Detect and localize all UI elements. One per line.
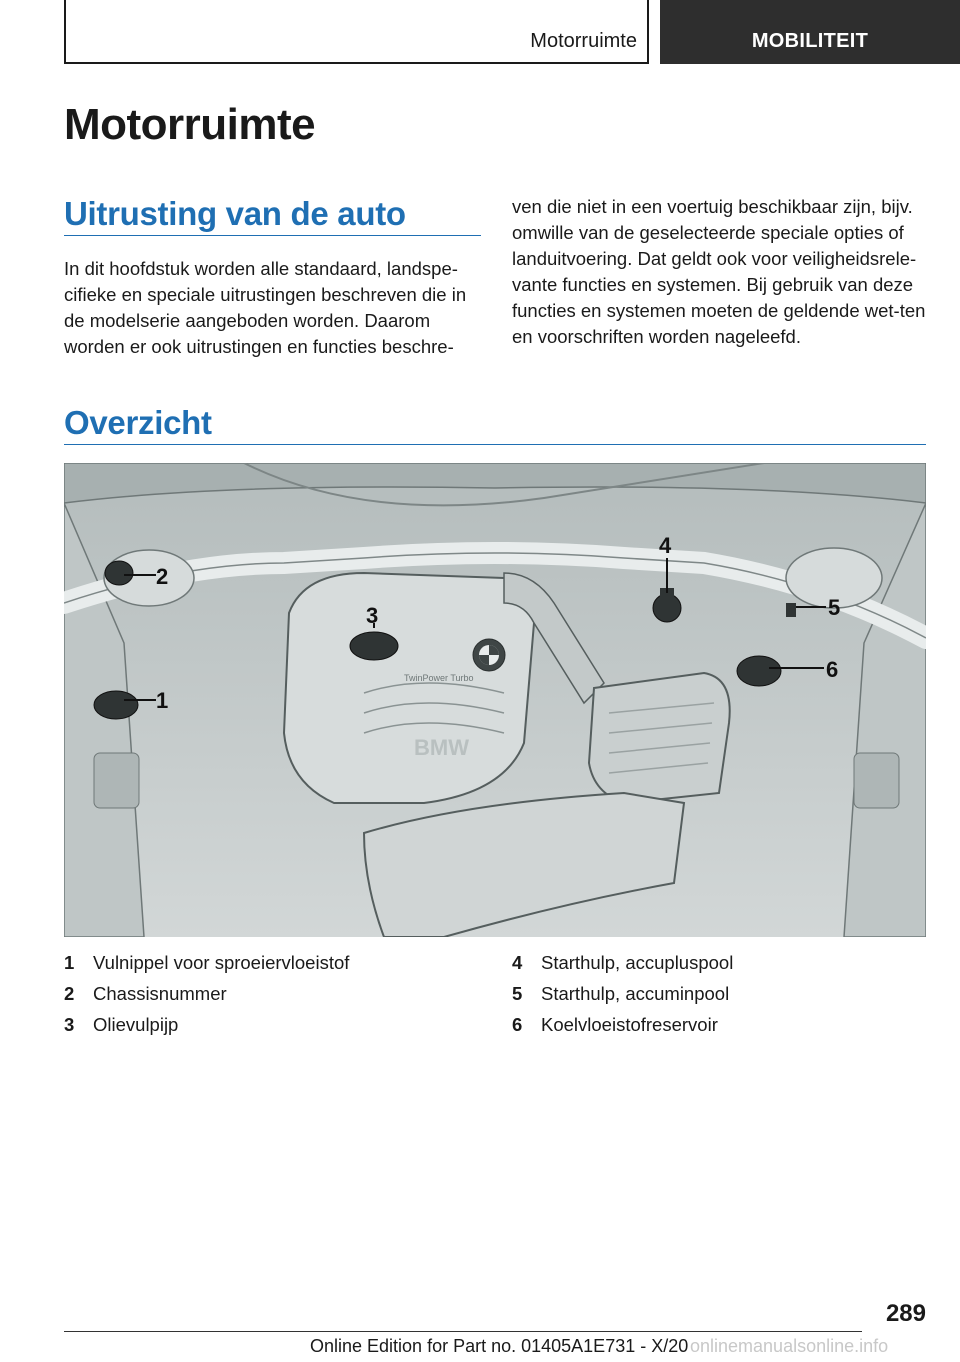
callout-4: 4 — [659, 533, 672, 558]
callout-3: 3 — [366, 603, 379, 628]
callout-5: 5 — [828, 595, 841, 620]
legend-item — [64, 1012, 464, 1043]
legend-item-label: Starthulp, accuminpool — [541, 983, 730, 1004]
header-chapter-title: MOBILITEIT — [751, 30, 869, 52]
legend-item-number: 1 — [64, 952, 75, 973]
legend-item — [64, 981, 464, 1012]
legend-right — [512, 950, 912, 1043]
equipment-heading: Uitrusting van de auto — [64, 195, 406, 232]
legend-item-label: Olievulpijp — [93, 1014, 179, 1035]
legend-item-label: Vulnippel voor sproeiervloeistof — [93, 952, 350, 973]
equipment-text-col2: ven die niet in een voertuig beschikbaar zijn, bijv. omwille van de geselecteerde speciale opties of landuitvoering. Dat geldt ook voor veiligheidsrele-vante functies en systemen. Bij gebruik van deze functies en systemen moeten de geldende wet-ten en voorschriften worden nageleefd. — [512, 196, 926, 347]
legend-item — [512, 1012, 912, 1043]
header-section-title: Motorruimte — [530, 30, 637, 52]
legend-item-number: 6 — [512, 1014, 523, 1035]
header-section-tab — [64, 0, 649, 64]
engine-cover-logo-text: BMW — [414, 735, 469, 760]
equipment-text-col1: In dit hoofdstuk worden alle standaard, landspe-cifieke en speciale uitrustingen beschreven die in de modelserie aangeboden worden. Daarom worden er ook uitrustingen en functies beschre- — [64, 258, 467, 357]
legend-item-number: 2 — [64, 983, 75, 1004]
legend-item — [64, 950, 464, 981]
legend-item-number: 3 — [64, 1014, 75, 1035]
legend-item-label: Starthulp, accupluspool — [541, 952, 734, 973]
callout-1: 1 — [156, 688, 169, 713]
legend-left — [64, 950, 464, 1043]
callout-2: 2 — [156, 564, 169, 589]
footer-edition-text: Online Edition for Part no. 01405A1E731 - X/20 — [310, 1336, 689, 1356]
equipment-heading-rule — [64, 235, 481, 236]
legend-item-number: 5 — [512, 983, 523, 1004]
header-chapter-tab — [660, 0, 960, 64]
overview-heading-rule — [64, 444, 926, 445]
page-title: Motorruimte — [64, 100, 316, 149]
legend-item-label: Chassisnummer — [93, 983, 227, 1004]
legend-item-label: Koelvloeistofreservoir — [541, 1014, 718, 1035]
watermark: onlinemanualsonline.info — [690, 1336, 889, 1356]
page-number: 289 — [885, 1300, 926, 1327]
footer-rule — [64, 1331, 862, 1332]
legend-item — [512, 981, 912, 1012]
callout-6: 6 — [826, 657, 839, 682]
engine-bay-figure — [64, 463, 926, 937]
legend-item — [512, 950, 912, 981]
overview-heading: Overzicht — [64, 404, 212, 441]
engine-bay-illustration — [64, 463, 926, 937]
legend-item-number: 4 — [512, 952, 523, 973]
engine-cover-text: TwinPower Turbo — [404, 673, 474, 683]
